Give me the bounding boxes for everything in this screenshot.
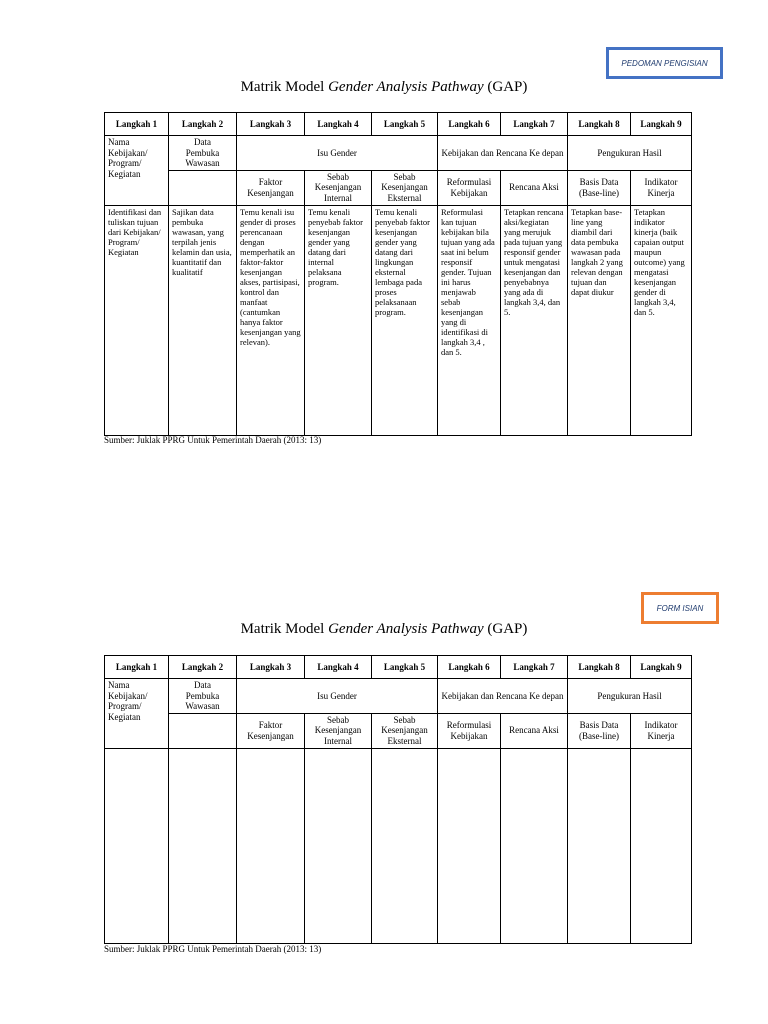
kebijakan-rencana-cell: Kebijakan dan Rencana Ke depan [438,679,568,714]
reformulasi-cell: Reformulasi Kebijakan [438,170,501,205]
col-header: Langkah 2 [169,113,237,136]
data-label: Data [194,680,211,690]
basis-data-cell: Basis Data (Base-line) [568,170,631,205]
pedoman-pengisian-badge: PEDOMAN PENGISIAN [606,47,723,79]
guide-cell: Tetapkan base-line yang diambil dari data pembuka wawasan pada langkah 2 yang relevan dengan tujuan dan dapat diukur [568,205,631,435]
group-row [105,136,692,171]
form-cell[interactable] [169,748,237,943]
guide-row [105,205,692,435]
source-note-2: Sumber: Juklak PPRG Untuk Pemerintah Daerah (2013: 13) [104,944,322,954]
form-cell[interactable] [438,748,501,943]
col-header: Langkah 8 [568,113,631,136]
pengukuran-hasil-cell: Pengukuran Hasil [568,136,692,171]
gap-form-table [104,655,692,944]
col-header: Langkah 3 [237,113,305,136]
sebab-internal-cell: Sebab Kesenjangan Internal [305,713,372,748]
form-input-row [105,748,692,943]
subheader-row [105,170,692,205]
title-suffix: (GAP) [483,621,528,637]
group-row [105,679,692,714]
col-header: Langkah 2 [169,656,237,679]
col-header: Langkah 5 [372,113,438,136]
basis-data-cell: Basis Data (Base-line) [568,713,631,748]
col-header: Langkah 6 [438,656,501,679]
form-isian-badge: FORM ISIAN [641,592,719,624]
guide-cell: Temu kenali isu gender di proses perencanaan dengan memperhatik an faktor-faktor kesenjangan akses, partisipasi, kontrol dan manfaat (cantumkan hanya faktor kesenjangan yang relevan). [237,205,305,435]
rencana-aksi-cell: Rencana Aksi [501,713,568,748]
data-pembuka-cell [169,679,237,714]
gap-guide-table [104,112,692,436]
col-header: Langkah 1 [105,656,169,679]
rencana-aksi-cell: Rencana Aksi [501,170,568,205]
col-header: Langkah 7 [501,656,568,679]
guide-cell: Temu kenali penyebab faktor kesenjangan gender yang datang dari internal pelaksana program. [305,205,372,435]
title-italic: Gender Analysis Pathway [328,79,484,95]
col-header: Langkah 7 [501,113,568,136]
reformulasi-cell: Reformulasi Kebijakan [438,713,501,748]
isu-gender-cell: Isu Gender [237,136,438,171]
pembuka-wawasan-label: Pembuka Wawasan [185,147,220,169]
guide-cell: Temu kenali penyebab faktor kesenjangan gender yang datang dari lingkungan eksternal lembaga pada proses pelaksanaan program. [372,205,438,435]
form-cell[interactable] [568,748,631,943]
col-header: Langkah 6 [438,113,501,136]
data-pembuka-cell [169,136,237,171]
form-cell[interactable] [305,748,372,943]
data-label: Data [194,137,211,147]
col-header: Langkah 5 [372,656,438,679]
form-cell[interactable] [105,748,169,943]
sebab-eksternal-cell: Sebab Kesenjangan Eksternal [372,713,438,748]
title-suffix: (GAP) [483,79,528,95]
col-header: Langkah 3 [237,656,305,679]
col-header: Langkah 4 [305,113,372,136]
indikator-kinerja-cell: Indikator Kinerja [631,170,692,205]
header-row [105,113,692,136]
nama-kebijakan-cell: Nama Kebijakan/ Program/ Kegiatan [105,136,169,206]
guide-cell: Identifikasi dan tuliskan tujuan dari Kebijakan/ Program/ Kegiatan [105,205,169,435]
subheader-row [105,713,692,748]
empty-cell [169,713,237,748]
sebab-internal-cell: Sebab Kesenjangan Internal [305,170,372,205]
sebab-eksternal-cell: Sebab Kesenjangan Eksternal [372,170,438,205]
indikator-kinerja-cell: Indikator Kinerja [631,713,692,748]
form-cell[interactable] [237,748,305,943]
col-header: Langkah 1 [105,113,169,136]
guide-cell: Tetapkan indikator kinerja (baik capaian output maupun outcome) yang mengatasi kesenjangan gender di langkah 3,4, dan 5. [631,205,692,435]
isu-gender-cell: Isu Gender [237,679,438,714]
title-italic: Gender Analysis Pathway [328,621,484,637]
guide-cell: Reformulasi kan tujuan kebijakan bila tujuan yang ada saat ini belum responsif gender. Tujuan ini harus menjawab sebab kesenjangan yang di identifikasi di langkah 3,4 , dan 5. [438,205,501,435]
pembuka-wawasan-label: Pembuka Wawasan [185,690,220,712]
form-cell[interactable] [631,748,692,943]
col-header: Langkah 9 [631,656,692,679]
title-prefix: Matrik Model [240,79,329,95]
kebijakan-rencana-cell: Kebijakan dan Rencana Ke depan [438,136,568,171]
nama-kebijakan-cell: Nama Kebijakan/ Program/ Kegiatan [105,679,169,749]
col-header: Langkah 8 [568,656,631,679]
form-cell[interactable] [501,748,568,943]
source-note-1: Sumber: Juklak PPRG Untuk Pemerintah Daerah (2013: 13) [104,435,322,445]
guide-cell: Sajikan data pembuka wawasan, yang terpilah jenis kelamin dan usia, kuantitatif dan kualitatif [169,205,237,435]
title-prefix: Matrik Model [240,621,329,637]
form-cell[interactable] [372,748,438,943]
col-header: Langkah 9 [631,113,692,136]
empty-cell [169,170,237,205]
header-row [105,656,692,679]
col-header: Langkah 4 [305,656,372,679]
guide-cell: Tetapkan rencana aksi/kegiatan yang merujuk pada tujuan yang responsif gender untuk mengatasi kesenjangan dan penyebabnya yang ada di langkah 3,4, dan 5. [501,205,568,435]
pengukuran-hasil-cell: Pengukuran Hasil [568,679,692,714]
faktor-kesenjangan-cell: Faktor Kesenjangan [237,713,305,748]
page-title-2 [0,621,768,638]
faktor-kesenjangan-cell: Faktor Kesenjangan [237,170,305,205]
page-title-1 [0,79,768,96]
